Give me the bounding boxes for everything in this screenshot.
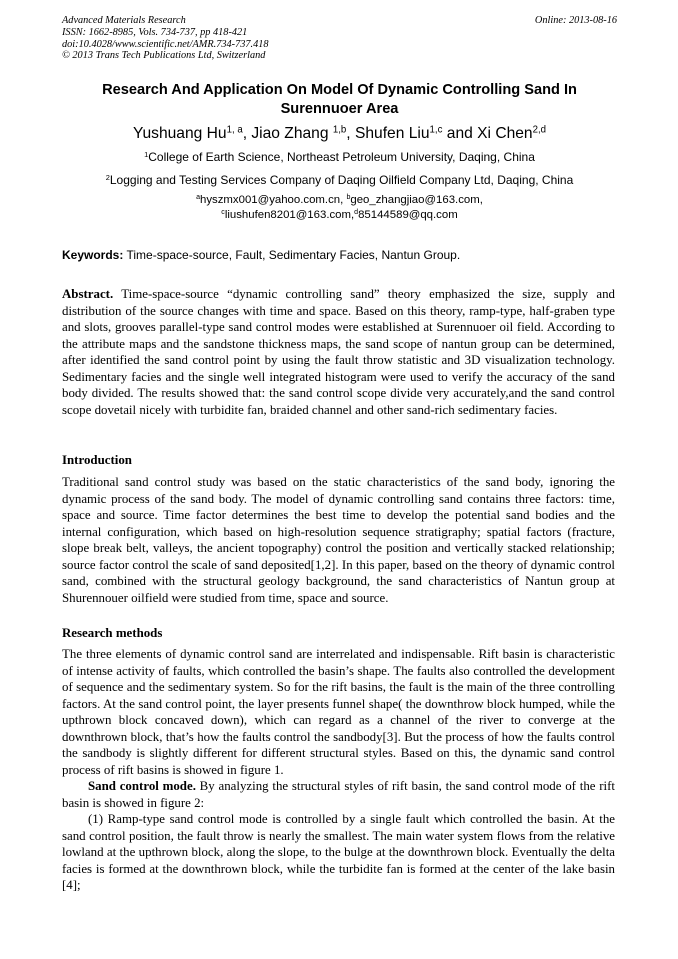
email-link[interactable]: liushufen8201@163.com, xyxy=(224,209,355,221)
author-separator: , xyxy=(242,125,252,142)
abstract-label: Abstract. xyxy=(62,287,114,301)
abstract xyxy=(62,286,615,418)
author-name: Jiao Zhang xyxy=(251,125,333,142)
affiliation-text: College of Earth Science, Northeast Petroleum University, Daqing, China xyxy=(148,150,535,164)
affiliation-superscript: 2 xyxy=(105,172,110,182)
sand-control-label: Sand control mode. xyxy=(88,779,196,793)
keywords xyxy=(62,248,617,263)
affiliation-2 xyxy=(62,173,617,188)
paper-title: Research And Application On Model Of Dynamic Controlling Sand In Surennuoer Area xyxy=(102,82,577,117)
email-superscript: b xyxy=(346,194,351,202)
author-superscript: 1,b xyxy=(332,124,347,136)
affiliation-superscript: 1 xyxy=(144,149,149,159)
email-line-2 xyxy=(62,208,617,223)
author-superscript: 2,d xyxy=(532,124,547,136)
methods-paragraph: The three elements of dynamic control sand are interrelated and indispensable. Rift basin is characteristic of intense activity of faults, which controlled the basin’s shape. The faults also controlled the development of sequence and the sedimentary system. So for the rift basins, the fault is the main of the three controlling factors. At the sand control point, the layer presents funnel shape( the downthrow block humped, while the upthrown block concaved down), which can regard as a channel of the river to converge at the downthrown block, that’s how the faults control the sandbody[3]. But the process of how the faults control the sandbody is slightly different for different structural styles. Based on this, the dynamic sand control process of rift basins is showed in figure 1. xyxy=(62,647,615,777)
author-name: Shufen Liu xyxy=(354,125,430,142)
introduction-body xyxy=(62,474,615,606)
email-superscript: c xyxy=(221,209,225,217)
sand-control-paragraph xyxy=(62,778,615,811)
keywords-text: Time-space-source, Fault, Sedimentary Facies, Nantun Group. xyxy=(123,248,461,262)
email-link[interactable]: hyszmx001@yahoo.com.cn, xyxy=(200,194,347,206)
sand-control-text: By analyzing the structural styles of rift basin, the sand control mode of the rift basin is showed in figure 2: xyxy=(62,779,615,810)
issn-line: ISSN: 1662-8985, Vols. 734-737, pp 418-421 xyxy=(62,26,248,38)
author-list xyxy=(62,124,617,144)
methods-heading: Research methods xyxy=(62,626,163,640)
affiliation-1 xyxy=(62,150,617,165)
copyright-line: © 2013 Trans Tech Publications Ltd, Switzerland xyxy=(62,50,266,62)
affiliation-text: Logging and Testing Services Company of Daqing Oilfield Company Ltd, Daqing, China xyxy=(109,173,574,187)
author-name: Yushuang Hu xyxy=(132,125,227,142)
introduction-heading: Introduction xyxy=(62,453,132,467)
email-superscript: a xyxy=(196,194,201,202)
journal-header xyxy=(62,15,617,62)
methods-body xyxy=(62,646,615,894)
journal-name: Advanced Materials Research xyxy=(62,15,186,26)
author-superscript: 1, a xyxy=(226,124,243,136)
author-superscript: 1,c xyxy=(429,124,443,136)
author-separator: , xyxy=(346,125,355,142)
email-superscript: d xyxy=(354,209,359,217)
email-link[interactable]: 85144589@qq.com xyxy=(358,209,458,221)
email-addresses xyxy=(62,193,617,223)
doi-line: doi:10.4028/www.scientific.net/AMR.734-737.418 xyxy=(62,38,269,50)
author-separator: and xyxy=(442,125,478,142)
online-date: Online: 2013-08-16 xyxy=(534,15,617,26)
keywords-label: Keywords: xyxy=(62,248,124,262)
abstract-paragraph xyxy=(62,286,615,418)
introduction-paragraph: Traditional sand control study was based on the static characteristics of the sand body, ignoring the dynamic process of the sand body. The model of dynamic controlling sand contains three factors: time, space and source. Time factor determines the best time to develop the potential sand bodies and the internal configuration, which based on high-resolution sequence stratigraphy; spatial factors (fracture, slope break belt, valleys, the ancient topography) control the position and vertically stacked relationship; source factor control the scale of sand deposited[1,2]. In this paper, based on the theory of dynamic control sand, combined with the structural geology background, the sand characteristics of Nantun group at Shurennouer oilfield were studied from time, space and source. xyxy=(62,475,615,605)
ramp-type-paragraph: (1) Ramp-type sand control mode is controlled by a single fault which controlled the basin. At the sand control position, the fault throw is nearly the smallest. The main water system flows from the relative lowland at the upthrown block, along the slope, to the bulge at the downthrown block. Eventually the delta facies is formed at the downthrown block, while the turbidite fan is formed at the center of the lake basin [4]; xyxy=(62,812,615,892)
author-name: Xi Chen xyxy=(477,125,533,142)
abstract-text: Time-space-source “dynamic controlling sand” theory emphasized the size, supply and distribution of the source changes with time and space. Based on this theory, ramp-type, half-graben type and slots, grooves parallel-type sand control modes were established at Surennuoer oil field. According to the attribute maps and the sandstone thickness maps, the sand scope of nantun group can be determined, after identified the sand control point by using the fault throw statistic and 3D visualization technology. Sedimentary facies and the single well integrated histogram were used to verify the accuracy of the sand body divided. The results showed that: the sand control scope divide very accurately,and the sand control scope dovetail nicely with turbidite fan, braided channel and other sand-rich sedimentary facies. xyxy=(62,287,615,417)
email-line-1 xyxy=(62,193,617,208)
email-link[interactable]: geo_zhangjiao@163.com, xyxy=(350,194,483,206)
